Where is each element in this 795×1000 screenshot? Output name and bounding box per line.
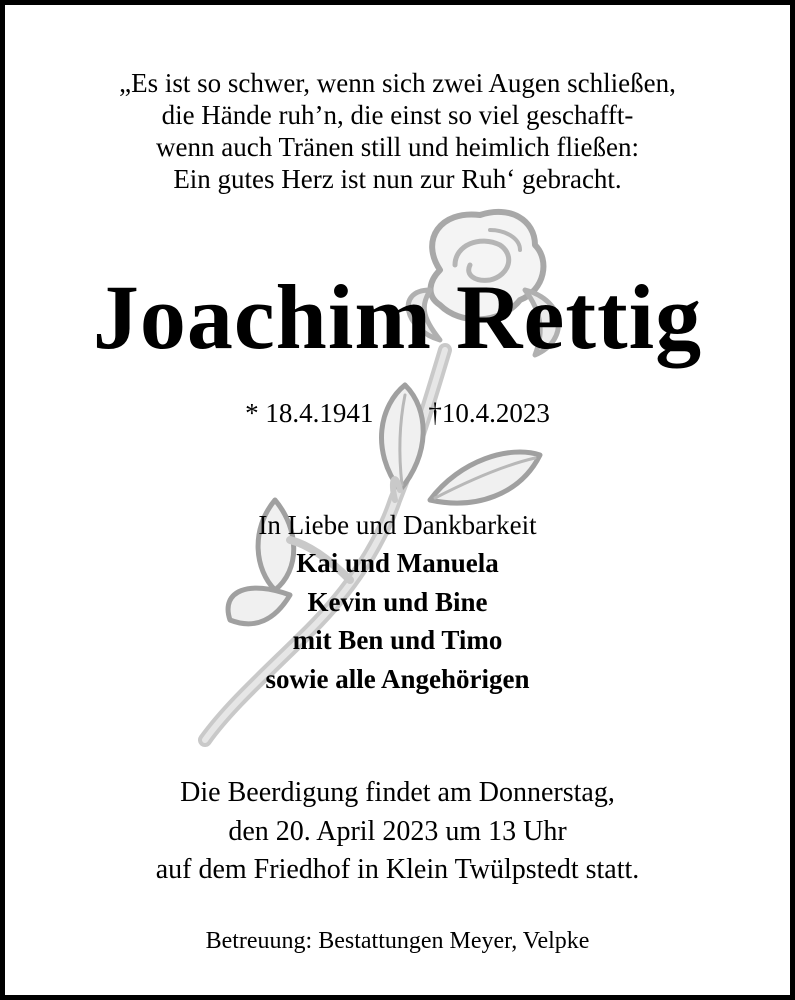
funeral-line-1: Die Beerdigung findet am Donnerstag, [180, 777, 615, 808]
poem-line-1: „Es ist so schwer, wenn sich zwei Augen schließen, [119, 68, 676, 98]
mourner-line-4: sowie alle Angehörigen [265, 664, 530, 694]
deceased-name: Joachim Rettig [92, 266, 703, 368]
mourner-line-2: Kevin und Bine [307, 587, 488, 617]
birth-date: * 18.4.1941 [245, 398, 374, 428]
funeral-line-3: auf dem Friedhof in Klein Twülpstedt statt. [155, 854, 640, 885]
funeral-line-2: den 20. April 2023 um 13 Uhr [228, 816, 567, 847]
mourner-line-1: Kai und Manuela [296, 548, 499, 578]
undertaker-credit: Betreuung: Bestattungen Meyer, Velpke [205, 928, 590, 954]
poem-line-3: wenn auch Tränen still und heimlich fließen: [156, 132, 639, 162]
mourner-line-3: mit Ben und Timo [292, 625, 503, 655]
death-date: †10.4.2023 [428, 398, 550, 428]
poem-line-4: Ein gutes Herz ist nun zur Ruh‘ gebracht. [173, 164, 622, 194]
poem-line-2: die Hände ruh’n, die einst so viel geschafft- [161, 100, 634, 130]
mourners-intro: In Liebe und Dankbarkeit [258, 510, 537, 540]
life-dates [5, 397, 790, 429]
